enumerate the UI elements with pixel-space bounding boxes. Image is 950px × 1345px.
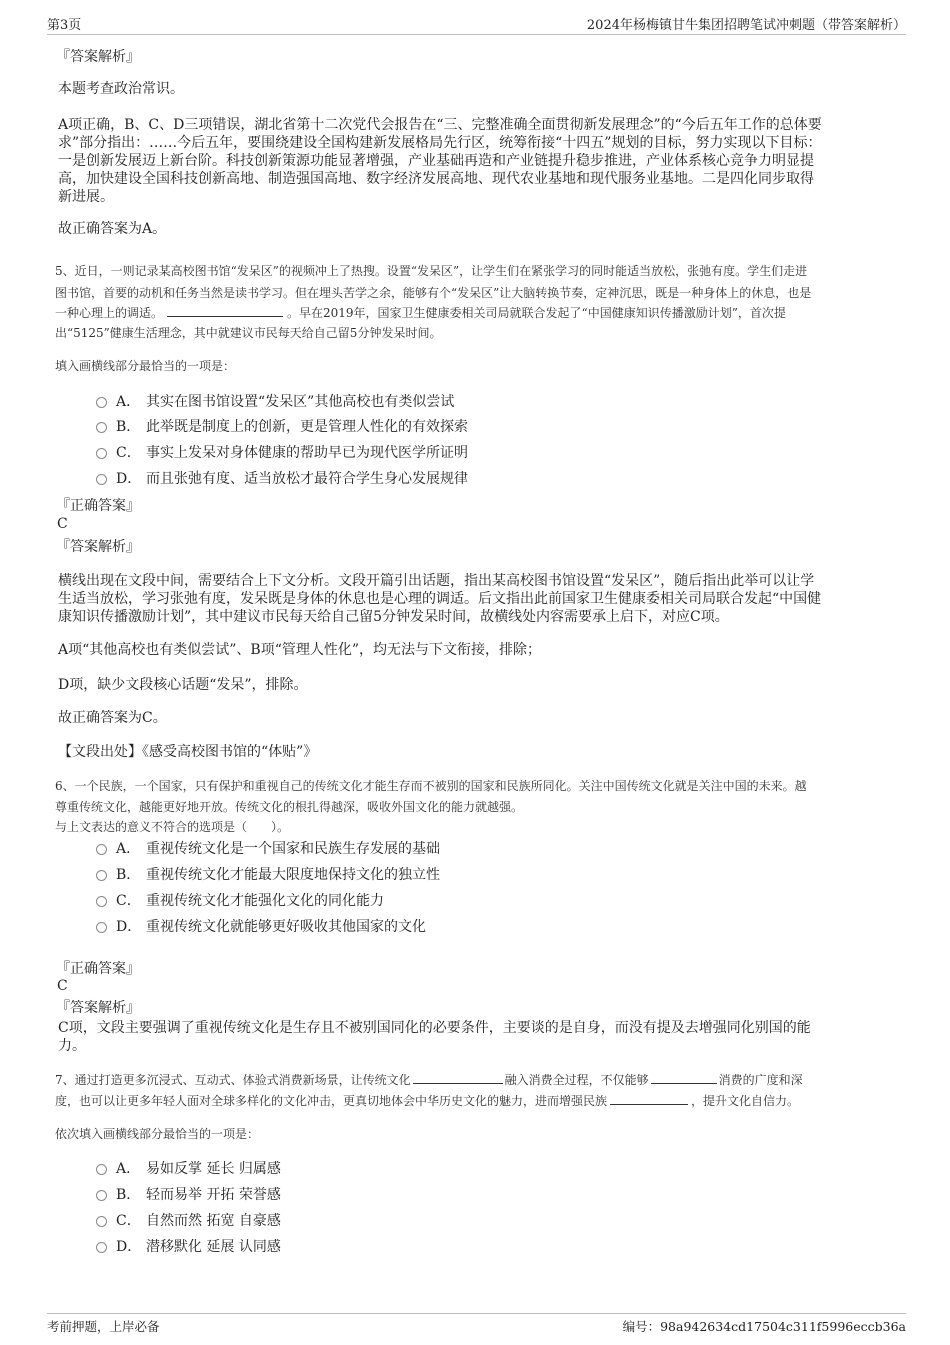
option-letter: C．: [116, 1213, 141, 1229]
option-letter: C．: [116, 893, 141, 909]
q6-explain-e1b: 力。: [58, 1038, 86, 1054]
radio-button[interactable]: [96, 1164, 107, 1175]
option-letter: D．: [116, 471, 142, 487]
option-letter: B．: [116, 867, 141, 883]
q5-explain-e1b: 生适当放松，学习张弛有度，发呆既是身体的休息也是心理的调适。后文指出此前国家卫生健康委相关司局联合发起“中国健: [58, 591, 822, 607]
radio-button[interactable]: [96, 448, 107, 459]
radio-button[interactable]: [96, 474, 107, 485]
option-text: 此举既是制度上的创新，更是管理人性化的有效探索: [146, 419, 468, 435]
radio-button[interactable]: [96, 922, 107, 933]
q6-option-a[interactable]: [96, 839, 440, 859]
q4-explain-p2b: 求”部分指出：……今后五年，要围绕建设全国构建新发展格局先行区，统筹衔接“十四五”规划的目标，努力实现以下目标：: [58, 135, 822, 151]
option-text: 潜移默化 延展 认同感: [146, 1239, 281, 1255]
radio-button[interactable]: [96, 397, 107, 408]
q5-explain-e3: D项，缺少文段核心话题“发呆”，排除。: [58, 677, 308, 693]
q5-explain-label: 『答案解析』: [56, 539, 140, 555]
option-letter: A．: [116, 1161, 141, 1177]
option-letter: B．: [116, 419, 141, 435]
q7-option-a[interactable]: [96, 1159, 281, 1179]
q5-prompt: 填入画横线部分最恰当的一项是：: [55, 359, 236, 373]
q7-stem-line1-end: 消费的广度和深: [718, 1073, 803, 1087]
q6-stem-line1: 6、一个民族，一个国家，只有保护和重视自己的传统文化才能生存而不被别的国家和民族所同化。关注中国传统文化就是关注中国的未来。越: [55, 779, 807, 793]
q7-stem-line2-start: 度，也可以让更多年轻人面对全球多样化的文化冲击，更真切地体会中华历史文化的魅力，进而增强民族: [55, 1094, 608, 1108]
q4-explain-label: 『答案解析』: [56, 49, 140, 65]
q6-explain-label: 『答案解析』: [56, 1000, 140, 1016]
q7-option-b[interactable]: [96, 1185, 281, 1205]
radio-button[interactable]: [96, 422, 107, 433]
option-letter: C．: [116, 445, 141, 461]
q7-stem-line2: [55, 1091, 799, 1111]
q6-option-b[interactable]: [96, 865, 440, 885]
option-text: 其实在图书馆设置“发呆区”其他高校也有类似尝试: [146, 394, 455, 410]
radio-button[interactable]: [96, 844, 107, 855]
q5-conclusion: 故正确答案为C。: [58, 710, 167, 726]
q5-option-d[interactable]: [96, 469, 468, 489]
option-letter: D．: [116, 1239, 142, 1255]
q6-option-c[interactable]: [96, 891, 384, 911]
q6-stem-line2: 尊重传统文化，越能更好地开放。传统文化的根扎得越深，吸收外国文化的能力就越强。: [55, 800, 524, 814]
q5-stem-line1: 5、近日，一则记录某高校图书馆“发呆区”的视频冲上了热搜。设置“发呆区”，让学生们在紧张学习的同时能适当放松，张弛有度。学生们走进: [55, 264, 808, 278]
q5-answer: C: [57, 516, 68, 532]
q5-stem-line3: [55, 303, 786, 323]
option-letter: B．: [116, 1187, 141, 1203]
page-number: 第3页: [47, 18, 82, 33]
q5-explain-e1c: 康知识传播激励计划”，其中建议市民每天给自己留5分钟发呆时间，故横线处内容需要承上启下，对应C项。: [58, 609, 729, 625]
option-text: 事实上发呆对身体健康的帮助早已为现代医学所证明: [146, 445, 468, 461]
q4-explain-p2d: 高，加快建设全国科技创新高地、制造强国高地、数字经济发展高地、现代农业基地和现代服务业基地。二是四化同步取得: [58, 171, 814, 187]
q7-option-c[interactable]: [96, 1211, 281, 1231]
option-letter: A．: [116, 841, 141, 857]
q7-prompt: 依次填入画横线部分最恰当的一项是：: [55, 1127, 260, 1141]
q7-stem-line1-mid: 融入消费全过程，不仅能够: [504, 1073, 649, 1087]
q5-answer-label: 『正确答案』: [56, 498, 140, 514]
document-title: 2024年杨梅镇甘牛集团招聘笔试冲刺题（带答案解析）: [586, 18, 906, 33]
q7-stem-line1: [55, 1070, 803, 1090]
option-text: 自然而然 拓宽 自豪感: [146, 1213, 281, 1229]
page-footer: [47, 1313, 906, 1334]
option-text: 而且张弛有度、适当放松才最符合学生身心发展规律: [146, 471, 468, 487]
q4-explain-p1: 本题考查政治常识。: [58, 81, 184, 97]
q7-stem-line1-start: 7、通过打造更多沉浸式、互动式、体验式消费新场景，让传统文化: [55, 1073, 411, 1087]
option-letter: D．: [116, 919, 142, 935]
radio-button[interactable]: [96, 1242, 107, 1253]
page-header: [47, 14, 906, 35]
q5-option-c[interactable]: [96, 443, 468, 463]
radio-button[interactable]: [96, 870, 107, 881]
fill-blank: [651, 1071, 717, 1084]
q4-explain-p2c: 一是创新发展迈上新台阶。科技创新策源功能显著增强，产业基础再造和产业链提升稳步推进，产业体系核心竞争力明显提: [58, 153, 814, 169]
radio-button[interactable]: [96, 896, 107, 907]
radio-button[interactable]: [96, 1216, 107, 1227]
option-text: 重视传统文化是一个国家和民族生存发展的基础: [146, 841, 440, 857]
fill-blank: [413, 1071, 503, 1084]
q6-answer: C: [57, 978, 68, 994]
q5-stem-line2: 图书馆，首要的动机和任务当然是读书学习。但在埋头苦学之余，能够有个“发呆区”让大脑转换节奏，定神沉思，既是一种身体上的休息，也是: [55, 286, 812, 300]
option-text: 重视传统文化就能够更好吸收其他国家的文化: [146, 919, 426, 935]
option-text: 重视传统文化才能强化文化的同化能力: [146, 893, 384, 909]
option-letter: A．: [116, 394, 141, 410]
q5-stem-line4: 出“5125”健康生活理念，其中就建议市民每天给自己留5分钟发呆时间。: [55, 326, 442, 340]
option-text: 易如反掌 延长 归属感: [146, 1161, 281, 1177]
fill-blank: [167, 304, 283, 317]
q4-explain-p2e: 新进展。: [58, 189, 114, 205]
q7-option-d[interactable]: [96, 1237, 281, 1257]
q7-stem-line2-end: ，提升文化自信力。: [691, 1094, 800, 1108]
q6-answer-label: 『正确答案』: [56, 961, 140, 977]
document-id: 编号：98a942634cd17504c311f5996eccb36a: [622, 1319, 906, 1334]
q6-stem-line3: 与上文表达的意义不符合的选项是（ ）。: [55, 820, 290, 834]
q6-option-d[interactable]: [96, 917, 426, 937]
radio-button[interactable]: [96, 1190, 107, 1201]
fill-blank: [610, 1092, 688, 1105]
q6-explain-e1a: C项，文段主要强调了重视传统文化是生存且不被别国同化的必要条件，主要谈的是自身，而没有提及去增强同化别国的能: [58, 1020, 811, 1036]
q5-source: 【文段出处】《感受高校图书馆的“体贴”》: [58, 744, 318, 760]
footer-slogan: 考前押题，上岸必备: [47, 1319, 160, 1334]
q5-stem-line3-end: 。早在2019年，国家卫生健康委相关司局就联合发起了“中国健康知识传播激励计划”，首次提: [287, 306, 786, 320]
q5-option-a[interactable]: [96, 392, 454, 412]
q4-explain-p2a: A项正确，B、C、D三项错误，湖北省第十二次党代会报告在“三、完整准确全面贯彻新发展理念”的“今后五年工作的总体要: [58, 117, 822, 133]
option-text: 重视传统文化才能最大限度地保持文化的独立性: [146, 867, 440, 883]
q5-explain-e2: A项“其他高校也有类似尝试”、B项“管理人性化”，均无法与下文衔接，排除；: [58, 642, 542, 658]
option-text: 轻而易举 开拓 荣誉感: [146, 1187, 281, 1203]
q5-option-b[interactable]: [96, 417, 468, 437]
q4-conclusion: 故正确答案为A。: [58, 221, 167, 237]
q5-stem-line3-start: 一种心理上的调适。: [55, 306, 164, 320]
q5-explain-e1a: 横线出现在文段中间，需要结合上下文分析。文段开篇引出话题，指出某高校图书馆设置“发呆区”，随后指出此举可以让学: [58, 573, 815, 589]
